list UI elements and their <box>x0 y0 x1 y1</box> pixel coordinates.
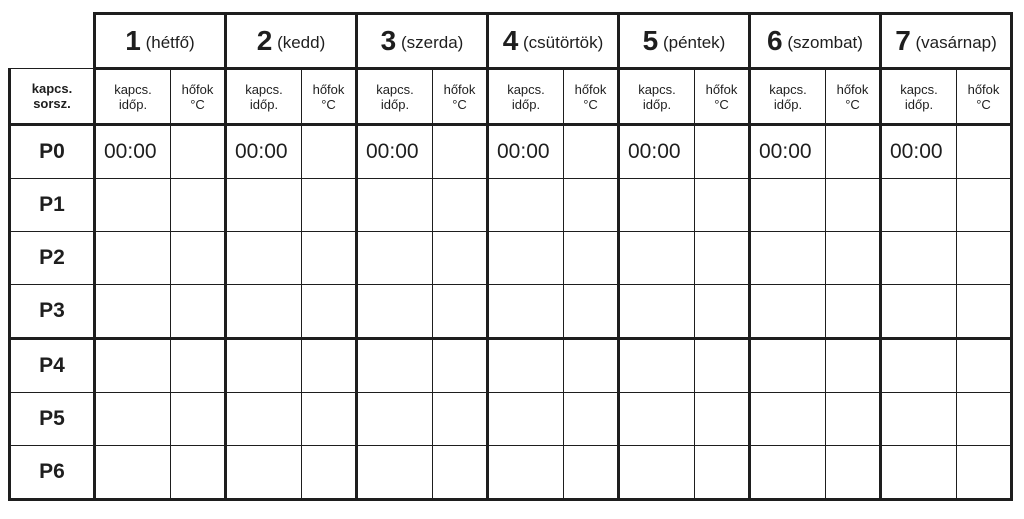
weekly-program-table <box>8 12 1013 501</box>
temperature-cell[interactable] <box>433 179 488 232</box>
switch-time-cell[interactable] <box>488 446 564 500</box>
temperature-cell[interactable] <box>564 393 619 446</box>
switch-time-cell[interactable] <box>881 446 957 500</box>
temperature-cell[interactable] <box>957 285 1012 339</box>
temperature-header <box>433 69 488 125</box>
day-name: (vasárnap) <box>915 33 997 52</box>
switch-time-header <box>488 69 564 125</box>
switch-time-cell[interactable] <box>95 393 171 446</box>
program-row <box>10 179 1012 232</box>
day-number: 3 <box>380 25 397 56</box>
switch-time-cell[interactable] <box>881 393 957 446</box>
program-label: P3 <box>10 285 95 339</box>
switch-time-cell[interactable] <box>357 179 433 232</box>
switch-time-header-line2: időp. <box>773 96 803 112</box>
temperature-cell[interactable] <box>171 179 226 232</box>
day-header-5 <box>619 14 750 69</box>
temperature-header-line2: °C <box>452 96 467 112</box>
program-label: P0 <box>10 125 95 179</box>
temperature-cell[interactable] <box>695 232 750 285</box>
switch-time-header-line2: időp. <box>380 96 410 112</box>
temperature-header <box>695 69 750 125</box>
temperature-cell[interactable] <box>564 285 619 339</box>
temperature-cell[interactable] <box>302 339 357 393</box>
day-name: (szombat) <box>787 33 863 52</box>
temperature-cell[interactable] <box>957 339 1012 393</box>
switch-time-cell[interactable]: 00:00 <box>750 125 826 179</box>
switch-time-cell[interactable] <box>357 339 433 393</box>
day-header-7 <box>881 14 1012 69</box>
day-number: 1 <box>125 25 141 56</box>
program-row <box>10 125 1012 179</box>
program-label: P2 <box>10 232 95 285</box>
switch-time-cell[interactable] <box>750 232 826 285</box>
temperature-header <box>171 69 226 125</box>
temperature-cell[interactable] <box>957 179 1012 232</box>
day-header-4 <box>488 14 619 69</box>
switch-time-cell[interactable] <box>95 285 171 339</box>
temperature-cell[interactable] <box>433 125 488 179</box>
switch-time-cell[interactable] <box>226 179 302 232</box>
temperature-cell[interactable] <box>171 339 226 393</box>
switch-time-header-line2: időp. <box>249 96 279 112</box>
program-row <box>10 339 1012 393</box>
temperature-cell[interactable] <box>826 285 881 339</box>
temperature-cell[interactable] <box>695 285 750 339</box>
temperature-cell[interactable] <box>564 339 619 393</box>
temperature-header-line1: hőfok <box>836 81 869 97</box>
switch-time-cell[interactable] <box>881 232 957 285</box>
switch-time-header-line1: kapcs. <box>114 81 152 97</box>
day-header-1 <box>95 14 226 69</box>
day-name: (kedd) <box>277 33 326 52</box>
switch-time-header-line2: időp. <box>118 96 148 112</box>
temperature-header-line1: hőfok <box>967 81 1000 97</box>
program-row <box>10 285 1012 339</box>
switch-time-header <box>619 69 695 125</box>
temperature-cell[interactable] <box>826 125 881 179</box>
switch-time-header <box>357 69 433 125</box>
temperature-cell[interactable] <box>302 446 357 500</box>
temperature-header <box>564 69 619 125</box>
temperature-cell[interactable] <box>695 339 750 393</box>
day-number: 5 <box>642 25 659 56</box>
switch-time-cell[interactable] <box>750 339 826 393</box>
switch-time-header-line2: időp. <box>511 96 541 112</box>
switch-time-cell[interactable] <box>95 232 171 285</box>
switch-time-header <box>226 69 302 125</box>
temperature-cell[interactable] <box>695 125 750 179</box>
temperature-cell[interactable] <box>433 446 488 500</box>
temperature-cell[interactable] <box>302 393 357 446</box>
program-label: P4 <box>10 339 95 393</box>
switch-time-cell[interactable] <box>488 179 564 232</box>
temperature-header-line2: °C <box>714 96 729 112</box>
temperature-cell[interactable] <box>433 285 488 339</box>
temperature-header-line1: hőfok <box>574 81 607 97</box>
switch-time-cell[interactable] <box>357 232 433 285</box>
program-number-header-line1: kapcs. <box>31 81 73 96</box>
temperature-cell[interactable] <box>957 446 1012 500</box>
program-label: P6 <box>10 446 95 500</box>
switch-time-cell[interactable] <box>881 285 957 339</box>
day-name: (hétfő) <box>145 33 195 52</box>
temperature-cell[interactable] <box>826 393 881 446</box>
switch-time-cell[interactable] <box>226 285 302 339</box>
switch-time-cell[interactable] <box>357 393 433 446</box>
day-number: 7 <box>895 25 911 56</box>
temperature-cell[interactable] <box>171 125 226 179</box>
day-header-2 <box>226 14 357 69</box>
temperature-cell[interactable] <box>695 393 750 446</box>
switch-time-cell[interactable] <box>750 179 826 232</box>
switch-time-cell[interactable]: 00:00 <box>95 125 171 179</box>
switch-time-header-line1: kapcs. <box>507 81 545 97</box>
temperature-header-line1: hőfok <box>705 81 738 97</box>
temperature-header-line1: hőfok <box>312 81 345 97</box>
temperature-cell[interactable] <box>695 179 750 232</box>
temperature-cell[interactable] <box>564 179 619 232</box>
switch-time-cell[interactable] <box>750 446 826 500</box>
switch-time-header-line2: időp. <box>904 96 934 112</box>
program-row <box>10 232 1012 285</box>
switch-time-header <box>881 69 957 125</box>
temperature-cell[interactable] <box>564 125 619 179</box>
switch-time-cell[interactable] <box>95 339 171 393</box>
switch-time-cell[interactable] <box>881 339 957 393</box>
switch-time-cell[interactable] <box>226 393 302 446</box>
temperature-cell[interactable] <box>302 125 357 179</box>
temperature-cell[interactable] <box>433 232 488 285</box>
temperature-cell[interactable] <box>564 446 619 500</box>
program-row <box>10 393 1012 446</box>
switch-time-cell[interactable]: 00:00 <box>357 125 433 179</box>
temperature-header <box>957 69 1012 125</box>
switch-time-cell[interactable] <box>750 285 826 339</box>
temperature-cell[interactable] <box>433 339 488 393</box>
program-label: P1 <box>10 179 95 232</box>
switch-time-cell[interactable] <box>619 339 695 393</box>
switch-time-cell[interactable] <box>226 232 302 285</box>
switch-time-header-line2: időp. <box>642 96 672 112</box>
switch-time-header-line1: kapcs. <box>245 81 283 97</box>
switch-time-cell[interactable] <box>95 446 171 500</box>
temperature-header-line2: °C <box>321 96 336 112</box>
switch-time-cell[interactable] <box>619 232 695 285</box>
temperature-header-line1: hőfok <box>181 81 214 97</box>
temperature-cell[interactable] <box>302 285 357 339</box>
switch-time-header <box>750 69 826 125</box>
switch-time-cell[interactable] <box>619 393 695 446</box>
temperature-cell[interactable] <box>695 446 750 500</box>
switch-time-cell[interactable] <box>226 446 302 500</box>
table-corner <box>10 14 95 69</box>
temperature-cell[interactable] <box>957 393 1012 446</box>
program-row <box>10 446 1012 500</box>
day-name: (csütörtök) <box>523 33 604 52</box>
temperature-cell[interactable] <box>171 232 226 285</box>
temperature-cell[interactable] <box>171 393 226 446</box>
temperature-cell[interactable] <box>957 125 1012 179</box>
switch-time-cell[interactable]: 00:00 <box>226 125 302 179</box>
day-number: 6 <box>767 25 783 56</box>
temperature-cell[interactable] <box>826 339 881 393</box>
switch-time-cell[interactable] <box>357 446 433 500</box>
temperature-cell[interactable] <box>433 393 488 446</box>
day-number: 4 <box>502 25 519 56</box>
day-header-row <box>10 14 1012 69</box>
temperature-cell[interactable] <box>957 232 1012 285</box>
temperature-cell[interactable] <box>564 232 619 285</box>
day-name: (szerda) <box>400 33 464 52</box>
switch-time-cell[interactable] <box>357 285 433 339</box>
temperature-cell[interactable] <box>171 285 226 339</box>
switch-time-cell[interactable] <box>226 339 302 393</box>
switch-time-header <box>95 69 171 125</box>
switch-time-cell[interactable]: 00:00 <box>881 125 957 179</box>
temperature-cell[interactable] <box>826 179 881 232</box>
switch-time-cell[interactable] <box>95 179 171 232</box>
switch-time-header-line1: kapcs. <box>376 81 414 97</box>
temperature-header-line2: °C <box>583 96 598 112</box>
program-number-header <box>10 69 95 125</box>
switch-time-header-line1: kapcs. <box>638 81 676 97</box>
switch-time-cell[interactable] <box>881 179 957 232</box>
temperature-header-line1: hőfok <box>443 81 476 97</box>
day-header-6 <box>750 14 881 69</box>
day-number: 2 <box>256 25 273 56</box>
switch-time-header-line1: kapcs. <box>769 81 807 97</box>
temperature-cell[interactable] <box>171 446 226 500</box>
temperature-header-line2: °C <box>190 96 205 112</box>
switch-time-header-line1: kapcs. <box>900 81 938 97</box>
temperature-cell[interactable] <box>302 232 357 285</box>
switch-time-cell[interactable] <box>488 393 564 446</box>
temperature-cell[interactable] <box>302 179 357 232</box>
switch-time-cell[interactable] <box>619 285 695 339</box>
temperature-header <box>302 69 357 125</box>
day-name: (péntek) <box>662 33 726 52</box>
switch-time-cell[interactable] <box>750 393 826 446</box>
switch-time-cell[interactable] <box>488 285 564 339</box>
day-header-3 <box>357 14 488 69</box>
temperature-header <box>826 69 881 125</box>
temperature-cell[interactable] <box>826 232 881 285</box>
column-header-row <box>10 69 1012 125</box>
temperature-header-line2: °C <box>845 96 860 112</box>
switch-time-cell[interactable] <box>619 446 695 500</box>
program-number-header-line2: sorsz. <box>33 96 71 111</box>
temperature-header-line2: °C <box>976 96 991 112</box>
switch-time-cell[interactable]: 00:00 <box>488 125 564 179</box>
switch-time-cell[interactable] <box>488 339 564 393</box>
switch-time-cell[interactable] <box>488 232 564 285</box>
switch-time-cell[interactable]: 00:00 <box>619 125 695 179</box>
switch-time-cell[interactable] <box>619 179 695 232</box>
temperature-cell[interactable] <box>826 446 881 500</box>
program-label: P5 <box>10 393 95 446</box>
